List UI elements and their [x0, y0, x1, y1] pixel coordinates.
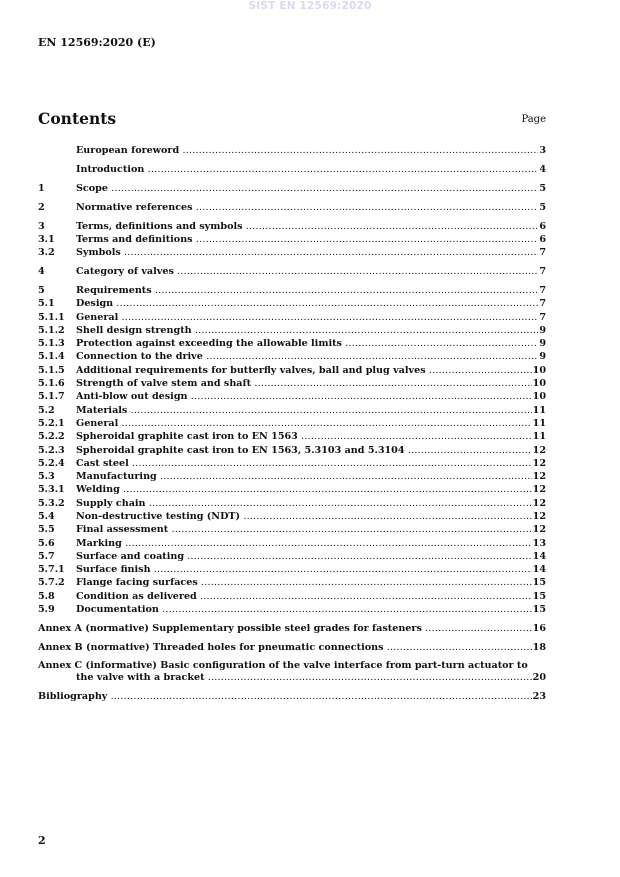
toc-title: Marking ..... [76, 537, 532, 550]
toc-title: Annex C (informative) Basic configuration of the valve interface from part-turn actuator to [38, 659, 528, 671]
toc-entry[interactable] [38, 590, 546, 603]
watermark: SIST EN 12569:2020 [248, 0, 372, 12]
toc-entry-annex-a[interactable] [38, 622, 546, 635]
toc-number: 5.2.2 [38, 431, 65, 443]
toc-title: Additional requirements for butterfly valves, ball and plug valves ..... [76, 364, 532, 377]
toc-page: 3 [539, 145, 546, 156]
page-column-label: Page [521, 114, 546, 125]
toc-title: Surface and coating ..... [76, 550, 532, 563]
toc-entry[interactable] [38, 246, 546, 259]
toc-number: 5.1 [38, 298, 55, 310]
toc-title: Terms and definitions ..... [76, 233, 538, 246]
toc-title: Documentation ..... [76, 603, 532, 616]
toc-title: Anti-blow out design ..... [76, 390, 532, 403]
toc-page: 12 [532, 444, 546, 456]
toc-title-continuation: the valve with a bracket ..... [76, 672, 532, 684]
toc-number: 5.1.3 [38, 338, 65, 350]
toc-page: 13 [532, 537, 546, 549]
toc-page: 15 [532, 590, 546, 602]
toc-page: 20 [532, 671, 546, 683]
toc-number: 5.7.2 [38, 577, 65, 589]
toc-number: 5.1.6 [38, 378, 65, 390]
toc-page: 12 [532, 524, 546, 536]
toc-entry[interactable] [38, 523, 546, 536]
toc-number: 3.2 [38, 247, 55, 259]
toc-title: General ..... [76, 311, 538, 324]
toc-title: Manufacturing ..... [76, 470, 532, 483]
toc-entry[interactable] [38, 444, 546, 457]
toc-entry[interactable] [38, 364, 546, 377]
toc-entry-bibliography[interactable] [38, 690, 546, 703]
toc-entry[interactable] [38, 144, 546, 157]
toc-number: 5.1.2 [38, 324, 65, 336]
toc-page: 15 [532, 604, 546, 616]
toc-entry[interactable] [38, 265, 546, 278]
toc-title: Condition as delivered ..... [76, 590, 532, 603]
toc-title: Surface finish ..... [76, 563, 532, 576]
toc-page: 15 [532, 577, 546, 589]
toc-number: 5.8 [38, 590, 55, 602]
toc-page: 10 [532, 391, 546, 403]
toc-number: 5.9 [38, 604, 55, 616]
toc-title: Terms, definitions and symbols ..... [76, 220, 538, 233]
toc-entry[interactable] [38, 233, 546, 246]
toc-number: 5.3 [38, 471, 55, 483]
toc-number: 5.6 [38, 537, 55, 549]
toc-entry[interactable] [38, 390, 546, 403]
toc-number: 5.2.4 [38, 457, 65, 469]
toc-number: 5.7.1 [38, 564, 65, 576]
toc-title: Category of valves ..... [76, 265, 538, 278]
toc-number: 2 [38, 201, 45, 213]
toc-page: 12 [532, 510, 546, 522]
toc-entry[interactable] [38, 603, 546, 616]
toc-entry[interactable] [38, 457, 546, 470]
toc-number: 5 [38, 284, 45, 296]
toc-page: 6 [539, 220, 546, 232]
toc-number: 5.2.1 [38, 417, 65, 429]
toc-title: Strength of valve stem and shaft ..... [76, 377, 532, 390]
toc-number: 5.7 [38, 550, 55, 562]
toc-page: 12 [532, 497, 546, 509]
contents-heading: Contents [38, 109, 117, 128]
toc-number: 4 [38, 266, 45, 278]
toc-entry-annex-b[interactable] [38, 641, 546, 654]
toc-page: 18 [532, 641, 546, 653]
toc-title: Flange facing surfaces ..... [76, 576, 532, 589]
toc-page: 7 [539, 266, 546, 278]
toc-title: Shell design strength ..... [76, 324, 538, 337]
toc-number: 5.3.2 [38, 497, 65, 509]
page-number: 2 [38, 834, 46, 847]
toc-title: General ..... [76, 417, 532, 430]
toc-title: Introduction ..... [76, 163, 538, 176]
toc-page: 9 [539, 324, 546, 336]
toc-page: 11 [532, 404, 546, 416]
toc-page: 4 [539, 163, 546, 175]
toc-title: Spheroidal graphite cast iron to EN 1563, 5.3103 and 5.3104 ..... [76, 444, 532, 457]
toc-title: Final assessment ..... [76, 523, 532, 536]
toc-page: 12 [532, 471, 546, 483]
toc-number: 5.1.7 [38, 391, 65, 403]
toc-entry[interactable] [38, 201, 546, 214]
toc-page: 10 [532, 364, 546, 376]
table-of-contents [38, 144, 546, 703]
toc-number: 3 [38, 220, 45, 232]
toc-title: Bibliography ..... [38, 690, 532, 703]
toc-entry[interactable] [38, 430, 546, 443]
toc-entry[interactable] [38, 297, 546, 310]
toc-page: 5 [539, 201, 546, 213]
toc-entry[interactable] [38, 470, 546, 483]
toc-number: 1 [38, 182, 45, 194]
toc-title: European foreword ..... [76, 144, 538, 157]
toc-title: Normative references ..... [76, 201, 538, 214]
toc-page: 11 [532, 431, 546, 443]
toc-number: 5.4 [38, 510, 55, 522]
toc-number: 5.1.1 [38, 311, 65, 323]
toc-title: Requirements ..... [76, 284, 538, 297]
toc-page: 12 [532, 484, 546, 496]
toc-page: 9 [539, 351, 546, 363]
toc-entry[interactable] [38, 537, 546, 550]
toc-title: Welding ..... [76, 483, 532, 496]
toc-title: Cast steel ..... [76, 457, 532, 470]
toc-page: 11 [532, 417, 546, 429]
toc-entry[interactable] [38, 182, 546, 195]
toc-entry[interactable] [38, 497, 546, 510]
toc-title: Scope ..... [76, 182, 538, 195]
toc-entry[interactable] [38, 324, 546, 337]
toc-title: Materials ..... [76, 404, 532, 417]
toc-page: 16 [532, 622, 546, 634]
toc-entry[interactable] [38, 510, 546, 523]
toc-entry[interactable] [38, 404, 546, 417]
toc-entry[interactable] [38, 311, 546, 324]
toc-page: 14 [532, 550, 546, 562]
toc-entry[interactable] [38, 350, 546, 363]
toc-number: 5.2 [38, 404, 55, 416]
toc-page: 14 [532, 564, 546, 576]
toc-number: 5.2.3 [38, 444, 65, 456]
toc-page: 6 [539, 233, 546, 245]
toc-page: 7 [539, 311, 546, 323]
toc-page: 7 [539, 284, 546, 296]
toc-title: Spheroidal graphite cast iron to EN 1563 ..... [76, 430, 532, 443]
toc-title: Symbols ..... [76, 246, 538, 259]
toc-page: 7 [539, 247, 546, 259]
toc-entry[interactable] [38, 377, 546, 390]
toc-page: 23 [532, 690, 546, 702]
toc-title: Annex B (normative) Threaded holes for pneumatic connections ..... [38, 641, 532, 654]
toc-entry[interactable] [38, 284, 546, 297]
toc-page: 7 [539, 298, 546, 310]
toc-page: 9 [539, 338, 546, 350]
toc-page: 12 [532, 457, 546, 469]
toc-entry[interactable] [38, 563, 546, 576]
toc-entry[interactable] [38, 576, 546, 589]
toc-number: 5.3.1 [38, 484, 65, 496]
toc-entry[interactable] [38, 483, 546, 496]
toc-title: Non-destructive testing (NDT) ..... [76, 510, 532, 523]
toc-number: 5.5 [38, 524, 55, 536]
toc-page: 10 [532, 378, 546, 390]
toc-entry[interactable] [38, 550, 546, 563]
toc-title: Protection against exceeding the allowable limits ..... [76, 337, 538, 350]
toc-title: Supply chain ..... [76, 497, 532, 510]
toc-entry-annex-c[interactable] [38, 660, 546, 684]
toc-number: 3.1 [38, 233, 55, 245]
document-id: EN 12569:2020 (E) [38, 36, 156, 49]
toc-page: 5 [539, 182, 546, 194]
toc-number: 5.1.5 [38, 364, 65, 376]
toc-title: Connection to the drive ..... [76, 350, 538, 363]
toc-entry[interactable] [38, 417, 546, 430]
toc-title: Annex A (normative) Supplementary possible steel grades for fasteners ..... [38, 622, 532, 635]
toc-title: Design ..... [76, 297, 538, 310]
toc-entry[interactable] [38, 163, 546, 176]
toc-entry[interactable] [38, 220, 546, 233]
toc-entry[interactable] [38, 337, 546, 350]
toc-number: 5.1.4 [38, 351, 65, 363]
